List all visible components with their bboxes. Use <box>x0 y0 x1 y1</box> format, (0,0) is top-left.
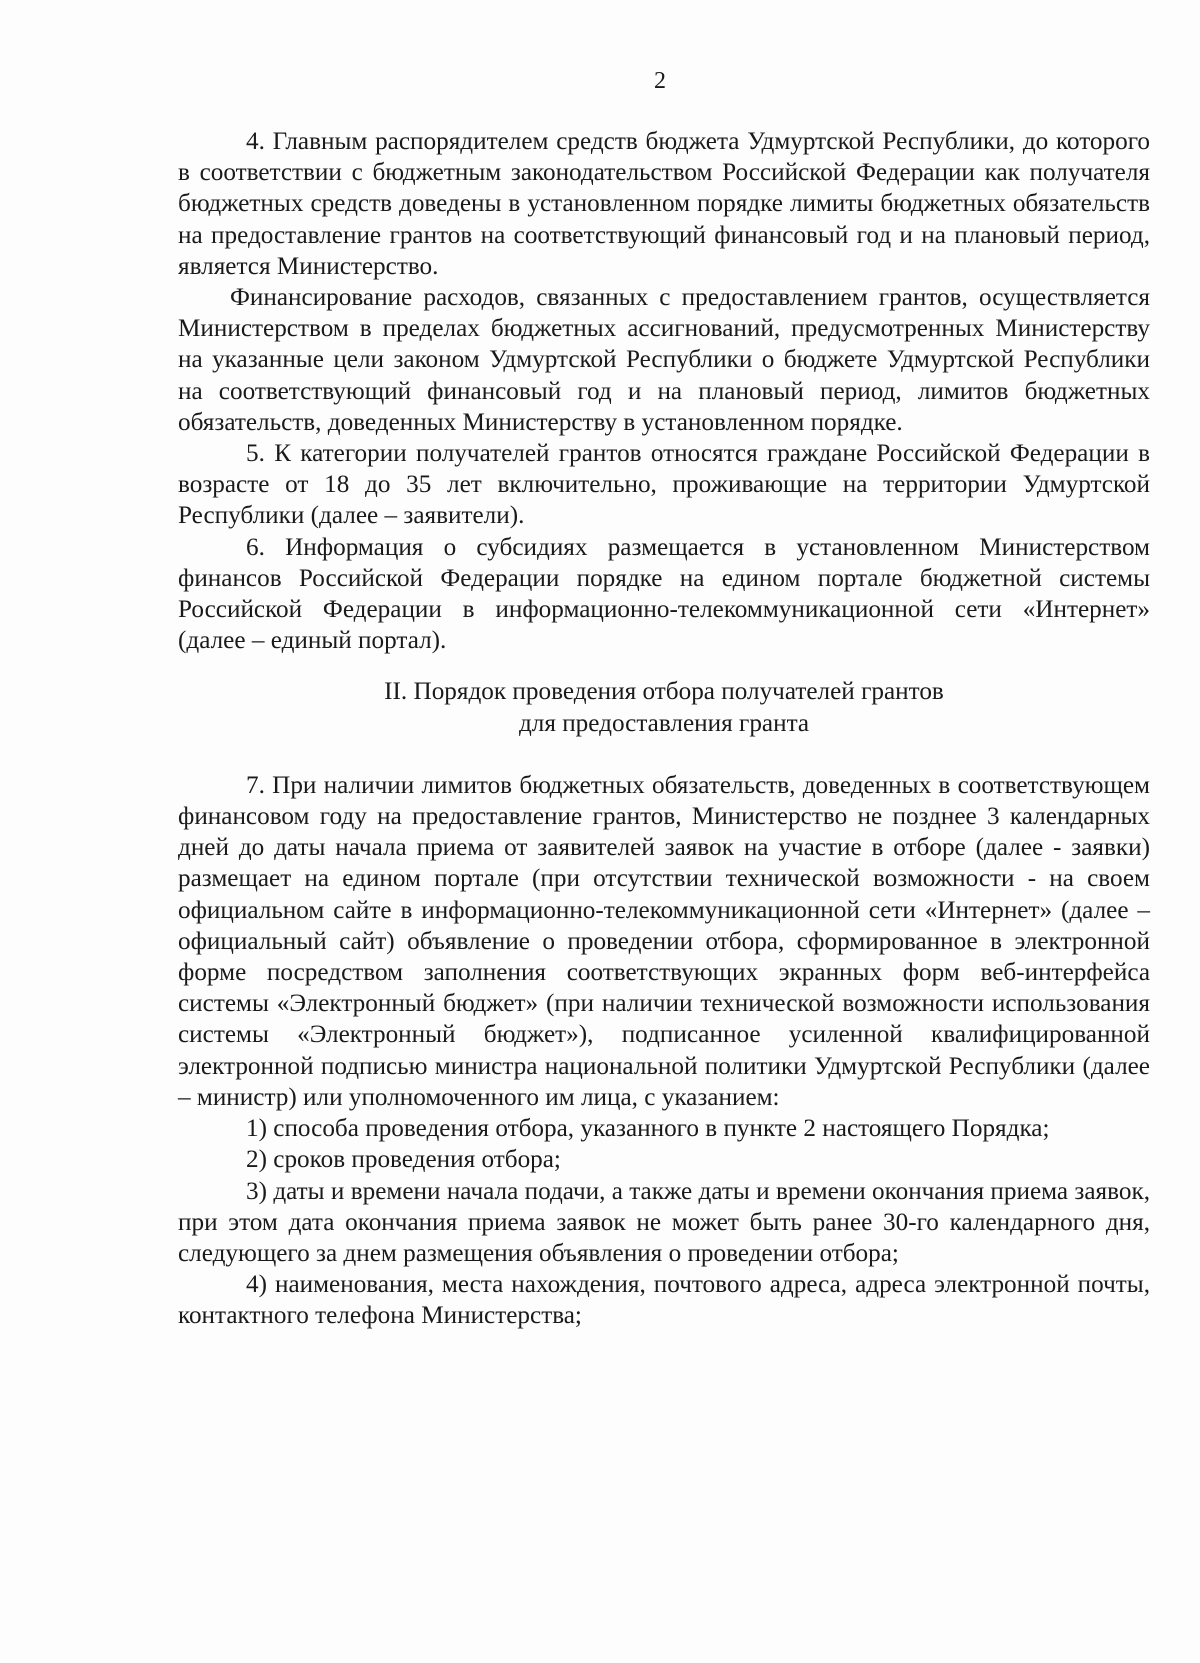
document-body <box>178 126 1150 1332</box>
section-title-line-2: для предоставления гранта <box>518 709 810 737</box>
paragraph-7-item-4: 4) наименования, места нахождения, почтового адреса, адреса электронной почты, контактного телефона Министерства; <box>178 1271 1150 1330</box>
section-title-line-1: II. Порядок проведения отбора получателей грантов <box>384 678 944 706</box>
section-title <box>178 676 1150 738</box>
paragraph-7-item-1: 1) способа проведения отбора, указанного в пункте 2 настоящего Порядка; <box>246 1115 1050 1143</box>
paragraph-6: 6. Информация о субсидиях размещается в установленном Министерством финансов Российской Федерации порядке на едином портале бюджетной системы Российской Федерации в информационно-телекоммуникационной сети «Интернет» (далее – единый портал). <box>178 533 1150 655</box>
paragraph-7-item-2: 2) сроков проведения отбора; <box>246 1146 561 1174</box>
page-number: 2 <box>654 68 666 94</box>
paragraph-4-financing: Финансирование расходов, связанных с предоставлением грантов, осуществляется Министерством в пределах бюджетных ассигнований, предусмотренных Министерству на указанные цели законом Удмуртской Республики о бюджете Удмуртской Республики на соответствующий финансовый год и на плановый период, лимитов бюджетных обязательств, доведенных Министерству в установленном порядке. <box>178 284 1150 436</box>
paragraph-5: 5. К категории получателей грантов относятся граждане Российской Федерации в возрасте от 18 до 35 лет включительно, проживающие на территории Удмуртской Республики (далее – заявители). <box>178 440 1150 530</box>
paragraph-7-item-3: 3) даты и времени начала подачи, а также даты и времени окончания приема заявок, при этом дата окончания приема заявок не может быть ранее 30-го календарного дня, следующего за днем размещения объявления о проведении отбора; <box>178 1177 1150 1267</box>
paragraph-7: 7. При наличии лимитов бюджетных обязательств, доведенных в соответствующем финансовом году на предоставление грантов, Министерство не позднее 3 календарных дней до даты начала приема от заявителей заявок на участие в отборе (далее - заявки) размещает на едином портале (при отсутствии технической возможности - на своем официальном сайте в информационно-телекоммуникационной сети «Интернет» (далее – официальный сайт) объявление о проведении отбора, сформированное в электронной форме посредством заполнения соответствующих экранных форм веб-интерфейса системы «Электронный бюджет» (при наличии технической возможности использования системы «Электронный бюджет»), подписанное усиленной квалифицированной электронной подписью министра национальной политики Удмуртской Республики (далее – министр) или уполномоченного им лица, с указанием: <box>178 771 1150 1111</box>
paragraph-4: 4. Главным распорядителем средств бюджета Удмуртской Республики, до которого в соответствии с бюджетным законодательством Российской Федерации как получателя бюджетных средств доведены в установленном порядке лимиты бюджетных обязательств на предоставление грантов на соответствующий финансовый год и на плановый период, является Министерство. <box>178 128 1150 280</box>
